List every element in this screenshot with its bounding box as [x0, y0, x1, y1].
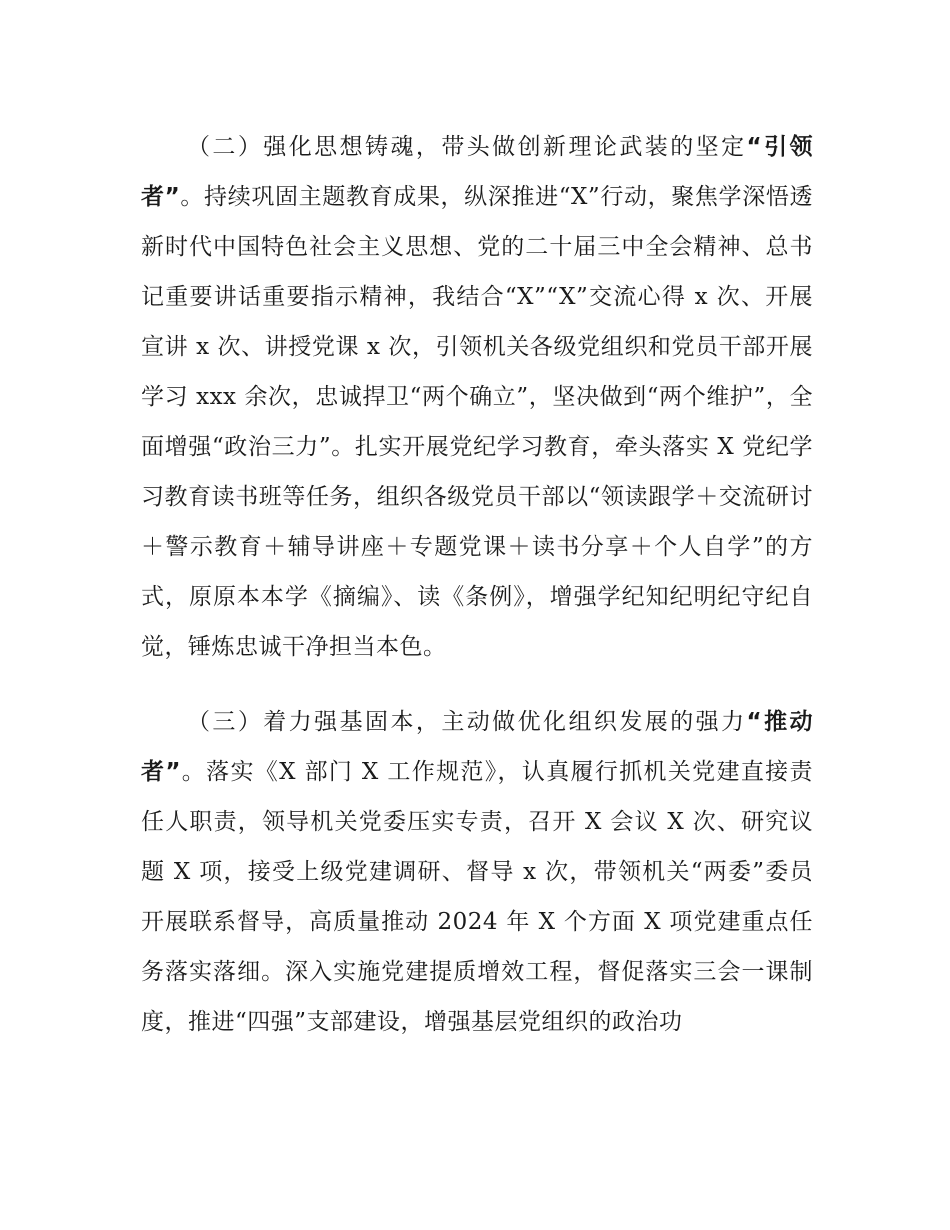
paragraph-2-highlight: “引领者” — [141, 134, 813, 210]
paragraph-3 — [141, 697, 813, 1047]
paragraph-2-body: 。持续巩固主题教育成果，纵深推进“X”行动，聚焦学深悟透新时代中国特色社会主义思想、党的二十届三中全会精神、总书记重要讲话重要指示精神，我结合“X”“X”交流心得 x 次、开展宣讲 x 次、讲授党课 x 次，引领机关各级党组织和党员干部开展学习 xxx 余次，忠诚捍卫“两个确立”，坚决做到“两个维护”，全面增强“政治三力”。扎实开展党纪学习教育，牵头落实 X 党纪学习教育读书班等任务，组织各级党员干部以“领读跟学＋交流研讨＋警示教育＋辅导讲座＋专题党课＋读书分享＋个人自学”的方式，原原本本学《摘编》、读《条例》，增强学纪知纪明纪守纪自觉，锤炼忠诚干净担当本色。 — [141, 184, 813, 660]
paragraph-3-body: 。落实《X 部门 X 工作规范》，认真履行抓机关党建直接责任人职责，领导机关党委压实专责，召开 X 会议 X 次、研究议题 X 项，接受上级党建调研、督导 x 次，带领机关“两委”委员开展联系督导，高质量推动 2024 年 X 个方面 X 项党建重点任务落实落细。深入实施党建提质增效工程，督促落实三会一课制度，推进“四强”支部建设，增强基层党组织的政治功 — [141, 759, 813, 1035]
paragraph-3-highlight: “推动者” — [141, 709, 813, 785]
paragraph-2 — [141, 122, 813, 672]
document-page — [141, 122, 813, 1072]
paragraph-3-heading: （三）着力强基固本，主动做优化组织发展的强力 — [187, 709, 747, 735]
paragraph-2-heading: （二）强化思想铸魂，带头做创新理论武装的坚定 — [187, 134, 747, 160]
